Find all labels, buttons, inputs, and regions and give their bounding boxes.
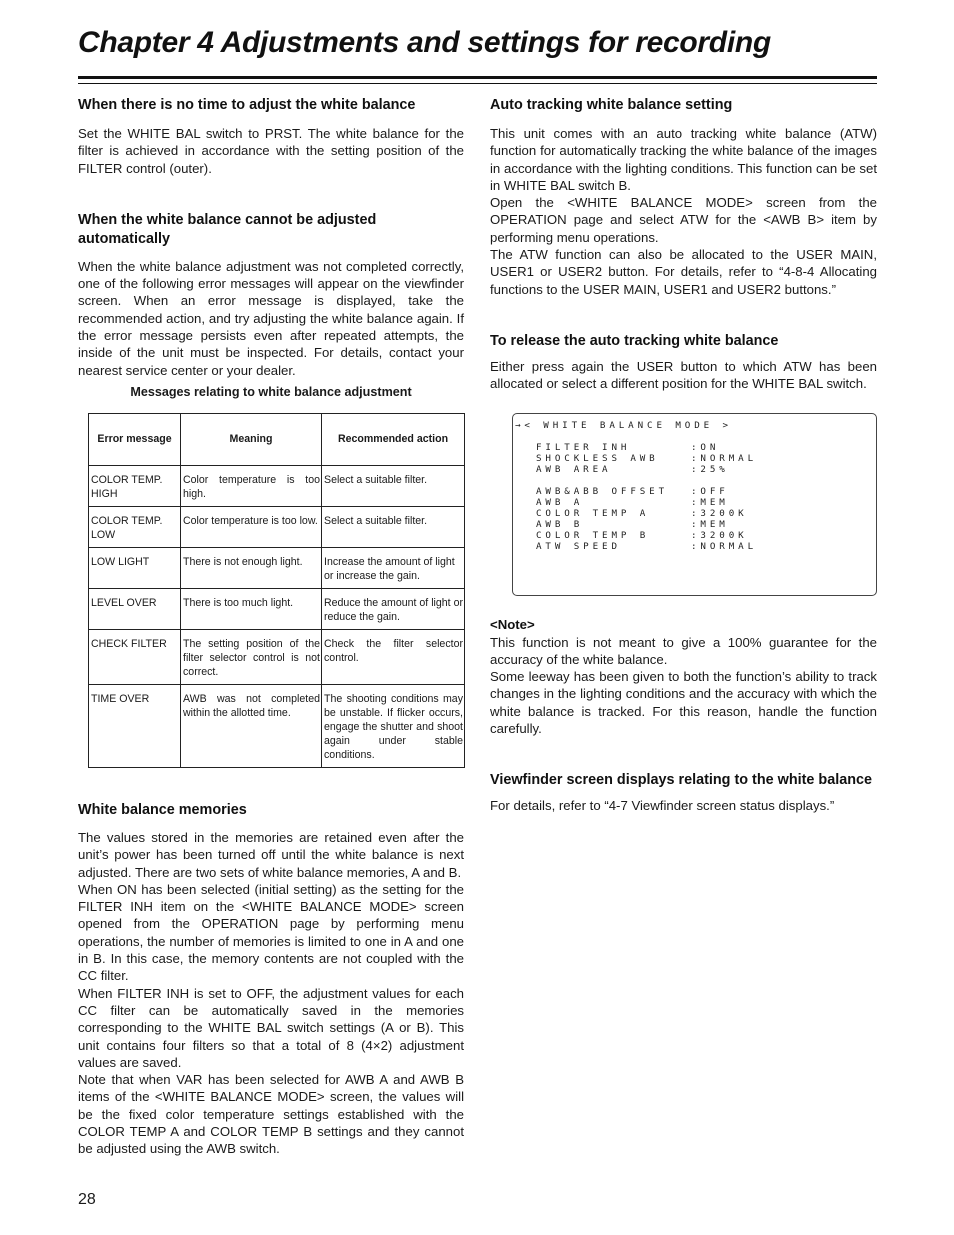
cell-meaning: There is too much light.: [181, 588, 322, 629]
screen-row: [513, 530, 876, 541]
screen-item-label: SHOCKLESS AWB: [536, 452, 659, 464]
cell-error: CHECK FILTER: [89, 629, 181, 684]
screen-item-label: AWB&ABB OFFSET: [536, 485, 669, 497]
screen-row: [513, 453, 876, 464]
cell-error: COLOR TEMP. LOW: [89, 506, 181, 547]
section-heading-viewfinder: Viewfinder screen displays relating to the white balance: [490, 772, 873, 789]
screen-item-value: :NORMAL: [691, 540, 758, 552]
memories-paragraph-4: Note that when VAR has been selected for AWB A and AWB B items of the <WHITE BALANCE MODE> screen, the values will be the fixed color temperature settings established with the COLOR TEMP A and COLOR TEMP B settings and they cannot be adjusted using the AWB switch.: [78, 1072, 464, 1157]
section-heading-no-time: When there is no time to adjust the white balance: [78, 97, 416, 113]
atw-paragraph-2: Open the <WHITE BALANCE MODE> screen from the OPERATION page and select ATW for the <AWB B> item by performing menu operations.: [490, 195, 877, 245]
screen-row: [513, 497, 876, 508]
error-message-table: [88, 413, 465, 768]
screen-item-value: :3200K: [691, 529, 748, 541]
screen-row: [513, 464, 876, 475]
table-caption: Messages relating to white balance adjustment: [130, 384, 412, 399]
cell-action: The shooting conditions may be unstable. If flicker occurs, engage the shutter and shoot again under stable conditions.: [322, 684, 465, 767]
section-heading-atw-setting: Auto tracking white balance setting: [490, 97, 733, 113]
left-column: [78, 96, 464, 1158]
screen-item-label: AWB A: [536, 496, 584, 508]
screen-title: →< WHITE BALANCE MODE >: [515, 419, 732, 431]
cell-action: Select a suitable filter.: [322, 506, 465, 547]
screen-item-value: :MEM: [691, 518, 729, 530]
note-heading: <Note>: [490, 616, 535, 632]
cell-meaning: Color temperature is too low.: [181, 506, 322, 547]
viewfinder-body: For details, refer to “4-7 Viewfinder screen status displays.”: [490, 798, 835, 814]
cell-error: LEVEL OVER: [89, 588, 181, 629]
table-row: [89, 629, 465, 684]
screen-item-value: :MEM: [691, 496, 729, 508]
note-paragraph-2: Some leeway has been given to both the function’s ability to track changes in the lighting conditions and the accuracy with which the white balance is tracked. For this reason, handle the function carefully.: [490, 669, 877, 737]
screen-item-value: :25%: [691, 463, 729, 475]
screen-row: [513, 442, 876, 453]
white-balance-mode-screen: [512, 413, 877, 596]
screen-item-label: FILTER INH: [536, 441, 631, 453]
table-row: [89, 588, 465, 629]
screen-row: [513, 541, 876, 552]
screen-item-value: :OFF: [691, 485, 729, 497]
atw-paragraph-1: This unit comes with an auto tracking white balance (ATW) function for automatically tracking the white balance of the images in accordance with the lighting conditions. This function can be set in WHITE BAL switch B.: [490, 126, 877, 193]
section-body-no-time: Set the WHITE BAL switch to PRST. The white balance for the filter is achieved in accordance with the setting position of the FILTER control (outer).: [78, 126, 464, 176]
header-meaning: Meaning: [181, 413, 322, 465]
title-rule-thin: [78, 83, 877, 84]
screen-item-label: COLOR TEMP B: [536, 529, 650, 541]
cell-action: Check the filter selector control.: [322, 629, 465, 684]
cell-action: Select a suitable filter.: [322, 465, 465, 506]
header-error-message: Error message: [89, 413, 181, 465]
cell-meaning: The setting position of the filter selector control is not correct.: [181, 629, 322, 684]
table-header-row: [89, 413, 465, 465]
screen-row: [513, 508, 876, 519]
memories-paragraph-3: When FILTER INH is set to OFF, the adjustment values for each CC filter can be automatically saved in the memories corresponding to the WHITE BAL switch settings (A or B). This unit contains four filters so that a total of 8 (4×2) adjustment values are saved.: [78, 985, 464, 1070]
cell-action: Reduce the amount of light or reduce the gain.: [322, 588, 465, 629]
table-row: [89, 547, 465, 588]
memories-paragraph-1: The values stored in the memories are retained even after the unit’s power has been turned off until the white balance is next adjusted. There are two sets of white balance memories, A and B.: [78, 829, 464, 880]
cell-error: TIME OVER: [89, 684, 181, 767]
release-atw-body: Either press again the USER button to which ATW has been allocated or select a different position for the WHITE BAL switch.: [490, 358, 877, 392]
cell-meaning: AWB was not completed within the allotted time.: [181, 684, 322, 767]
header-recommended-action: Recommended action: [322, 413, 465, 465]
screen-row: [513, 519, 876, 530]
memories-paragraph-2: When ON has been selected (initial setting) as the setting for the FILTER INH item on the <WHITE BALANCE MODE> screen opened from the OPERATION page by performing menu operations, the number of memories is limited to one in A and one in B. In this case, the memory contents are not coupled with the CC filter.: [78, 881, 464, 984]
screen-item-value: :NORMAL: [691, 452, 758, 464]
title-rule-thick: [78, 76, 877, 79]
table-row: [89, 506, 465, 547]
section-body-cannot-adjust: When the white balance adjustment was not completed correctly, one of the following error messages will appear on the viewfinder screen. When an error message is displayed, take the recommended action, and try adjusting the white balance again. If the error message persists even after repeated attempts, the inside of the unit must be inspected. For details, contact your nearest service center or your dealer.: [78, 258, 464, 378]
page-number: 28: [78, 1191, 96, 1208]
cell-meaning: Color temperature is too high.: [181, 465, 322, 506]
section-heading-memories: White balance memories: [78, 801, 247, 818]
screen-item-label: ATW SPEED: [536, 540, 621, 552]
note-paragraph-1: This function is not meant to give a 100% guarantee for the accuracy of the white balance.: [490, 634, 877, 667]
screen-item-label: AWB B: [536, 518, 584, 530]
chapter-title: Chapter 4 Adjustments and settings for recording: [78, 26, 771, 59]
table-row: [89, 465, 465, 506]
atw-paragraph-3: The ATW function can also be allocated to the USER MAIN, USER1 or USER2 button. For details, refer to “4-8-4 Allocating functions to the USER MAIN, USER1 and USER2 buttons.”: [490, 247, 877, 297]
cell-error: COLOR TEMP. HIGH: [89, 465, 181, 506]
screen-item-value: :ON: [691, 441, 720, 453]
screen-row: [513, 486, 876, 497]
cell-error: LOW LIGHT: [89, 547, 181, 588]
table-row: [89, 684, 465, 767]
screen-item-label: AWB AREA: [536, 463, 612, 475]
screen-item-label: COLOR TEMP A: [536, 507, 650, 519]
section-heading-release-atw: To release the auto tracking white balance: [490, 332, 779, 349]
screen-item-value: :3200K: [691, 507, 748, 519]
cell-meaning: There is not enough light.: [181, 547, 322, 588]
right-column: [490, 96, 877, 815]
section-heading-cannot-adjust: When the white balance cannot be adjusted automatically: [78, 211, 377, 247]
cell-action: Increase the amount of light or increase the gain.: [322, 547, 465, 588]
